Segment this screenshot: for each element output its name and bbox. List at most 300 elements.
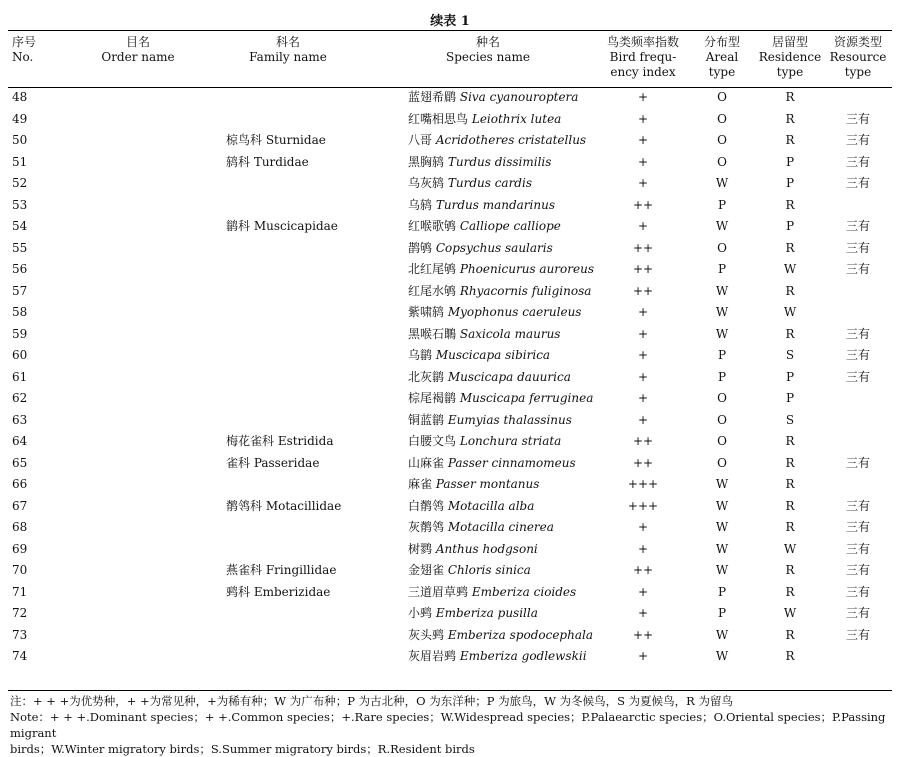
species-scientific-name: Motacilla alba — [447, 498, 535, 513]
resource-cell: 三有 — [845, 563, 870, 578]
residence-cell: R — [785, 283, 795, 298]
species-chinese-name: 北红尾鸲 — [408, 262, 457, 277]
table-row — [8, 453, 892, 475]
species-scientific-name: Eumyias thalassinus — [447, 412, 572, 427]
family-cell: 鹀科 Emberizidae — [226, 584, 331, 599]
species-chinese-name: 铜蓝鹟 — [408, 412, 445, 427]
header-areal: 分布型 Areal type — [703, 35, 740, 79]
resource-cell: 三有 — [845, 455, 870, 470]
frequency-cell: ++ — [632, 262, 654, 277]
frequency-cell: + — [637, 326, 649, 341]
residence-cell: R — [785, 649, 795, 664]
order-cell — [78, 109, 198, 131]
header-row — [8, 32, 892, 87]
order-cell — [78, 625, 198, 647]
family-cell: 鹡鸰科 Motacillidae — [226, 498, 342, 513]
table-row — [8, 367, 892, 389]
residence-cell: P — [785, 369, 795, 384]
species-cell — [378, 496, 598, 518]
table-row — [8, 281, 892, 303]
areal-cell: O — [717, 434, 727, 449]
species-chinese-name: 金翅雀 — [408, 563, 445, 578]
areal-cell: W — [715, 219, 729, 234]
areal-cell: W — [715, 283, 729, 298]
note-chinese: 注：+ + +为优势种，+ +为常见种，+为稀有种；W 为广布种；P 为古北种，O 为东洋种；P 为旅鸟，W 为冬候鸟，S 为夏候鸟，R 为留鸟 — [10, 694, 733, 708]
frequency-cell: + — [637, 176, 649, 191]
residence-cell: P — [785, 391, 795, 406]
areal-cell: P — [717, 348, 727, 363]
species-scientific-name: Muscicapa dauurica — [447, 369, 571, 384]
species-cell — [378, 582, 598, 604]
areal-cell: W — [715, 563, 729, 578]
frequency-cell: ++ — [632, 197, 654, 212]
row-number: 66 — [12, 477, 28, 492]
species-scientific-name: Emberiza pusilla — [435, 606, 538, 621]
order-cell — [78, 646, 198, 668]
order-cell — [78, 496, 198, 518]
residence-cell: W — [783, 305, 797, 320]
areal-cell: O — [717, 111, 727, 126]
species-chinese-name: 乌灰鸫 — [408, 176, 445, 191]
species-cell — [378, 517, 598, 539]
species-chinese-name: 树鹨 — [408, 541, 433, 556]
table-row — [8, 474, 892, 496]
resource-cell: 三有 — [845, 176, 870, 191]
order-cell — [78, 453, 198, 475]
species-scientific-name: Rhyacornis fuliginosa — [459, 283, 592, 298]
species-scientific-name: Turdus mandarinus — [435, 197, 555, 212]
areal-cell: O — [717, 391, 727, 406]
order-cell — [78, 195, 198, 217]
row-number: 52 — [12, 176, 28, 191]
species-scientific-name: Turdus cardis — [447, 176, 532, 191]
row-number: 63 — [12, 412, 28, 427]
row-number: 58 — [12, 305, 28, 320]
areal-cell: P — [717, 197, 727, 212]
order-cell — [78, 302, 198, 324]
order-cell — [78, 259, 198, 281]
resource-cell — [824, 87, 892, 109]
order-cell — [78, 517, 198, 539]
order-cell — [78, 431, 198, 453]
note-english-line2: birds；W.Winter migratory birds；S.Summer migratory birds；R.Resident birds — [10, 742, 475, 756]
species-chinese-name: 乌鸫 — [408, 197, 433, 212]
species-scientific-name: Emberiza godlewskii — [459, 649, 587, 664]
row-number: 65 — [12, 455, 28, 470]
species-cell — [378, 625, 598, 647]
areal-cell: O — [717, 455, 727, 470]
header-resource: 资源类型 Resource type — [829, 35, 887, 79]
row-number: 68 — [12, 520, 28, 535]
species-chinese-name: 白腰文鸟 — [408, 434, 457, 449]
family-cell — [198, 646, 378, 668]
frequency-cell: + — [637, 520, 649, 535]
frequency-cell: +++ — [627, 498, 659, 513]
family-cell — [198, 517, 378, 539]
family-cell: 雀科 Passeridae — [226, 455, 320, 470]
species-chinese-name: 紫啸鸫 — [408, 305, 445, 320]
species-cell — [378, 216, 598, 238]
species-scientific-name: Copsychus saularis — [435, 240, 553, 255]
table-row — [8, 173, 892, 195]
frequency-cell: ++ — [632, 434, 654, 449]
species-scientific-name: Leiothrix lutea — [471, 111, 562, 126]
table-row — [8, 646, 892, 668]
order-cell — [78, 367, 198, 389]
row-number: 61 — [12, 369, 28, 384]
areal-cell: O — [717, 412, 727, 427]
order-cell — [78, 173, 198, 195]
species-cell — [378, 367, 598, 389]
areal-cell: W — [715, 498, 729, 513]
order-cell — [78, 130, 198, 152]
species-cell — [378, 646, 598, 668]
order-cell — [78, 345, 198, 367]
species-scientific-name: Emberiza spodocephala — [447, 627, 593, 642]
species-cell — [378, 560, 598, 582]
species-chinese-name: 黑胸鸫 — [408, 154, 445, 169]
species-cell — [378, 195, 598, 217]
areal-cell: P — [717, 369, 727, 384]
areal-cell: P — [717, 584, 727, 599]
row-number: 48 — [12, 90, 28, 105]
species-scientific-name: Passer montanus — [435, 477, 540, 492]
species-table — [8, 32, 892, 668]
row-number: 64 — [12, 434, 28, 449]
family-cell — [198, 603, 378, 625]
family-cell: 梅花雀科 Estridida — [226, 434, 334, 449]
areal-cell: P — [717, 606, 727, 621]
resource-cell: 三有 — [845, 240, 870, 255]
family-cell — [198, 345, 378, 367]
species-cell — [378, 281, 598, 303]
frequency-cell: + — [637, 584, 649, 599]
frequency-cell: + — [637, 606, 649, 621]
row-number: 74 — [12, 649, 28, 664]
order-cell — [78, 560, 198, 582]
species-chinese-name: 棕尾褐鹟 — [408, 391, 457, 406]
table-row — [8, 517, 892, 539]
species-cell — [378, 603, 598, 625]
frequency-cell: +++ — [627, 477, 659, 492]
frequency-cell: + — [637, 90, 649, 105]
residence-cell: R — [785, 326, 795, 341]
resource-cell — [824, 410, 892, 432]
species-chinese-name: 乌鹟 — [408, 348, 433, 363]
species-cell — [378, 474, 598, 496]
frequency-cell: ++ — [632, 455, 654, 470]
species-scientific-name: Passer cinnamomeus — [447, 455, 576, 470]
residence-cell: S — [785, 412, 795, 427]
species-cell — [378, 130, 598, 152]
resource-cell: 三有 — [845, 584, 870, 599]
frequency-cell: + — [637, 391, 649, 406]
species-scientific-name: Motacilla cinerea — [447, 520, 554, 535]
species-scientific-name: Chloris sinica — [447, 563, 531, 578]
species-chinese-name: 灰眉岩鹀 — [408, 649, 457, 664]
species-chinese-name: 灰头鹀 — [408, 627, 445, 642]
order-cell — [78, 539, 198, 561]
order-cell — [78, 603, 198, 625]
row-number: 50 — [12, 133, 28, 148]
frequency-cell: + — [637, 649, 649, 664]
frequency-cell: + — [637, 305, 649, 320]
frequency-cell: + — [637, 133, 649, 148]
residence-cell: R — [785, 197, 795, 212]
table-row — [8, 109, 892, 131]
row-number: 62 — [12, 391, 28, 406]
resource-cell: 三有 — [845, 133, 870, 148]
row-number: 60 — [12, 348, 28, 363]
species-chinese-name: 红尾水鸲 — [408, 283, 457, 298]
family-cell: 鹟科 Muscicapidae — [226, 219, 338, 234]
header-family: 科名 Family name — [249, 35, 327, 64]
family-cell — [198, 367, 378, 389]
table-row — [8, 496, 892, 518]
table-row — [8, 302, 892, 324]
species-chinese-name: 八哥 — [408, 133, 433, 148]
species-cell — [378, 410, 598, 432]
note-english-line1: Note：+ + +.Dominant species；+ +.Common species；+.Rare species；W.Widespread species；P.Palaearctic species；O.Oriental species；P.Passing migrant — [10, 710, 886, 740]
resource-cell: 三有 — [845, 219, 870, 234]
order-cell — [78, 388, 198, 410]
resource-cell — [824, 646, 892, 668]
species-chinese-name: 三道眉草鹀 — [408, 584, 469, 599]
row-number: 55 — [12, 240, 28, 255]
species-scientific-name: Phoenicurus auroreus — [459, 262, 594, 277]
frequency-cell: ++ — [632, 240, 654, 255]
areal-cell: W — [715, 649, 729, 664]
family-cell: 椋鸟科 Sturnidae — [226, 133, 326, 148]
species-cell — [378, 173, 598, 195]
residence-cell: R — [785, 240, 795, 255]
family-cell — [198, 625, 378, 647]
residence-cell: R — [785, 90, 795, 105]
species-cell — [378, 539, 598, 561]
residence-cell: R — [785, 477, 795, 492]
order-cell — [78, 281, 198, 303]
species-scientific-name: Lonchura striata — [459, 434, 562, 449]
resource-cell — [824, 474, 892, 496]
header-species: 种名 Species name — [446, 35, 530, 64]
areal-cell: P — [717, 262, 727, 277]
family-cell — [198, 474, 378, 496]
row-number: 54 — [12, 219, 28, 234]
species-chinese-name: 红嘴相思鸟 — [408, 111, 469, 126]
species-chinese-name: 小鹀 — [408, 606, 433, 621]
areal-cell: W — [715, 541, 729, 556]
species-scientific-name: Myophonus caeruleus — [447, 305, 582, 320]
species-scientific-name: Anthus hodgsoni — [435, 541, 538, 556]
header-residence: 居留型 Residence type — [758, 35, 822, 79]
species-cell — [378, 109, 598, 131]
residence-cell: S — [785, 348, 795, 363]
species-cell — [378, 259, 598, 281]
frequency-cell: + — [637, 369, 649, 384]
row-number: 56 — [12, 262, 28, 277]
resource-cell: 三有 — [845, 498, 870, 513]
row-number: 53 — [12, 197, 28, 212]
resource-cell: 三有 — [845, 541, 870, 556]
table-row — [8, 324, 892, 346]
table-row — [8, 539, 892, 561]
species-chinese-name: 黑喉石䳭 — [408, 326, 457, 341]
residence-cell: P — [785, 176, 795, 191]
areal-cell: W — [715, 176, 729, 191]
order-cell — [78, 324, 198, 346]
family-cell — [198, 87, 378, 109]
areal-cell: W — [715, 305, 729, 320]
family-cell — [198, 410, 378, 432]
species-chinese-name: 麻雀 — [408, 477, 433, 492]
residence-cell: P — [785, 154, 795, 169]
order-cell — [78, 410, 198, 432]
table-row — [8, 560, 892, 582]
frequency-cell: + — [637, 348, 649, 363]
areal-cell: W — [715, 477, 729, 492]
order-cell — [78, 238, 198, 260]
species-scientific-name: Calliope calliope — [459, 219, 561, 234]
species-cell — [378, 345, 598, 367]
family-cell — [198, 388, 378, 410]
species-cell — [378, 302, 598, 324]
residence-cell: W — [783, 541, 797, 556]
frequency-cell: ++ — [632, 283, 654, 298]
family-cell — [198, 302, 378, 324]
order-cell — [78, 474, 198, 496]
resource-cell — [824, 302, 892, 324]
areal-cell: O — [717, 154, 727, 169]
frequency-cell: + — [637, 154, 649, 169]
species-chinese-name: 山麻雀 — [408, 455, 445, 470]
species-chinese-name: 灰鹡鸰 — [408, 520, 445, 535]
table-row — [8, 345, 892, 367]
species-cell — [378, 87, 598, 109]
order-cell — [78, 87, 198, 109]
row-number: 70 — [12, 563, 28, 578]
species-chinese-name: 蓝翅希鹛 — [408, 90, 457, 105]
family-cell — [198, 109, 378, 131]
table-body — [8, 87, 892, 668]
species-chinese-name: 白鹡鸰 — [408, 498, 445, 513]
row-number: 69 — [12, 541, 28, 556]
residence-cell: W — [783, 606, 797, 621]
species-scientific-name: Muscicapa sibirica — [435, 348, 551, 363]
resource-cell: 三有 — [845, 262, 870, 277]
resource-cell — [824, 281, 892, 303]
species-cell — [378, 431, 598, 453]
residence-cell: R — [785, 133, 795, 148]
order-cell — [78, 152, 198, 174]
header-no: 序号 No. — [12, 35, 37, 64]
family-cell — [198, 259, 378, 281]
species-scientific-name: Emberiza cioides — [471, 584, 577, 599]
frequency-cell: + — [637, 219, 649, 234]
row-number: 71 — [12, 584, 28, 599]
row-number: 59 — [12, 326, 28, 341]
resource-cell: 三有 — [845, 348, 870, 363]
species-chinese-name: 鹊鸲 — [408, 240, 433, 255]
species-cell — [378, 152, 598, 174]
table-title: 续表 1 — [430, 14, 470, 29]
species-cell — [378, 453, 598, 475]
resource-cell — [824, 431, 892, 453]
table-row — [8, 195, 892, 217]
resource-cell — [824, 388, 892, 410]
row-number: 57 — [12, 283, 28, 298]
residence-cell: R — [785, 520, 795, 535]
residence-cell: R — [785, 563, 795, 578]
table-row — [8, 87, 892, 109]
row-number: 72 — [12, 606, 28, 621]
species-chinese-name: 北灰鹟 — [408, 369, 445, 384]
table-row — [8, 238, 892, 260]
row-number: 51 — [12, 154, 28, 169]
resource-cell: 三有 — [845, 627, 870, 642]
family-cell — [198, 173, 378, 195]
species-cell — [378, 388, 598, 410]
table-row — [8, 410, 892, 432]
family-cell — [198, 195, 378, 217]
row-number: 49 — [12, 111, 28, 126]
table-row — [8, 130, 892, 152]
table-row — [8, 152, 892, 174]
header-order: 目名 Order name — [101, 35, 175, 64]
residence-cell: P — [785, 219, 795, 234]
family-cell — [198, 238, 378, 260]
areal-cell: W — [715, 520, 729, 535]
residence-cell: R — [785, 584, 795, 599]
frequency-cell: + — [637, 541, 649, 556]
order-cell — [78, 582, 198, 604]
species-scientific-name: Acridotheres cristatellus — [435, 133, 587, 148]
areal-cell: W — [715, 326, 729, 341]
table-row — [8, 259, 892, 281]
residence-cell: W — [783, 262, 797, 277]
species-scientific-name: Siva cyanouroptera — [459, 90, 579, 105]
row-number: 73 — [12, 627, 28, 642]
resource-cell — [824, 195, 892, 217]
areal-cell: W — [715, 627, 729, 642]
table-note — [10, 693, 895, 757]
frequency-cell: ++ — [632, 563, 654, 578]
areal-cell: O — [717, 133, 727, 148]
family-cell — [198, 324, 378, 346]
table-row — [8, 625, 892, 647]
residence-cell: R — [785, 434, 795, 449]
table-row — [8, 431, 892, 453]
species-chinese-name: 红喉歌鸲 — [408, 219, 457, 234]
table-row — [8, 582, 892, 604]
family-cell — [198, 539, 378, 561]
resource-cell: 三有 — [845, 154, 870, 169]
resource-cell: 三有 — [845, 369, 870, 384]
residence-cell: R — [785, 455, 795, 470]
areal-cell: O — [717, 240, 727, 255]
row-number: 67 — [12, 498, 28, 513]
bottom-rule — [8, 690, 892, 691]
frequency-cell: ++ — [632, 627, 654, 642]
residence-cell: R — [785, 627, 795, 642]
table-row — [8, 603, 892, 625]
species-scientific-name: Muscicapa ferruginea — [459, 391, 594, 406]
family-cell: 鸫科 Turdidae — [226, 154, 309, 169]
table-row — [8, 388, 892, 410]
residence-cell: R — [785, 111, 795, 126]
residence-cell: R — [785, 498, 795, 513]
resource-cell: 三有 — [845, 326, 870, 341]
frequency-cell: + — [637, 111, 649, 126]
